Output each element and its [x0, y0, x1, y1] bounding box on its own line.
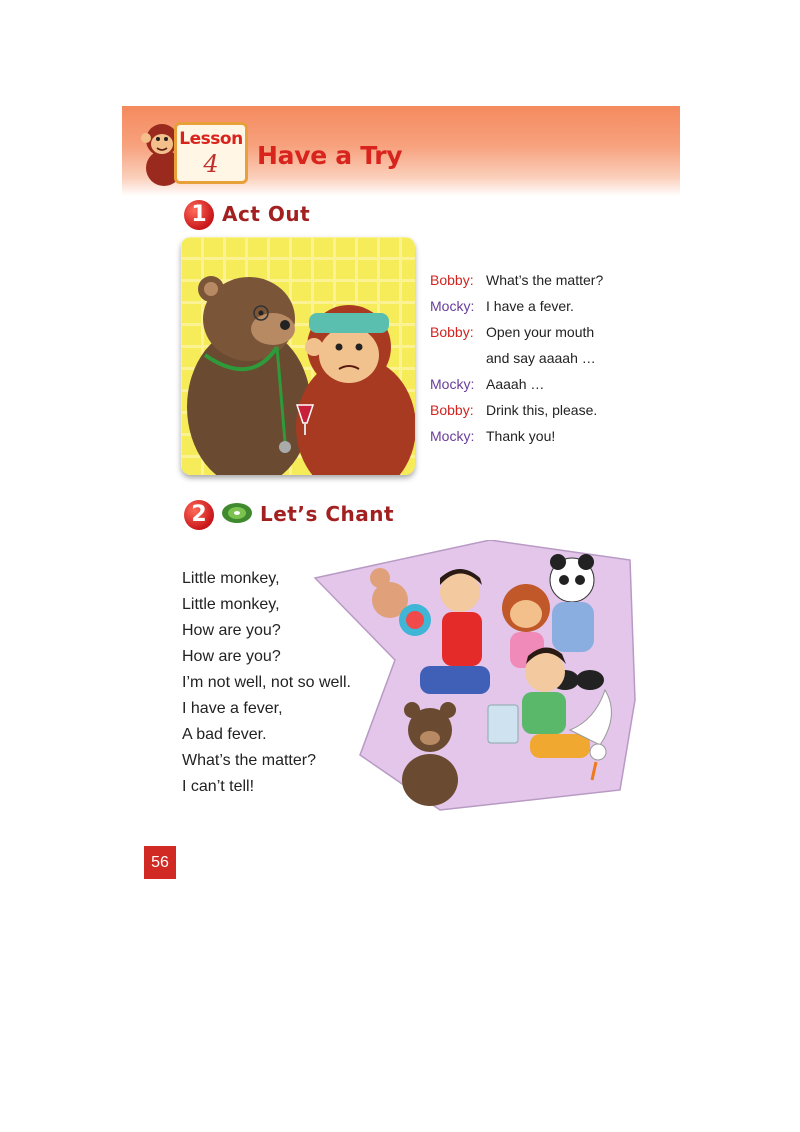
speaker-label: Bobby: — [430, 402, 474, 418]
speaker-label: Bobby: — [430, 324, 474, 340]
lesson-badge — [174, 122, 248, 184]
chant-line: How are you? — [182, 648, 281, 665]
dialogue-line — [430, 376, 544, 396]
section-title-lets-chant: Let’s Chant — [260, 502, 395, 526]
dialogue-line — [430, 298, 574, 318]
dialogue-line — [430, 324, 594, 344]
dialogue-text: Aaaah … — [486, 376, 545, 392]
chant-line: How are you? — [182, 622, 281, 639]
chant-line: Little monkey, — [182, 596, 280, 613]
section-title-act-out: Act Out — [222, 202, 311, 226]
chant-line: I have a fever, — [182, 700, 283, 717]
act-out-illustration — [181, 237, 415, 475]
lesson-word: Lesson — [179, 129, 243, 149]
page-number: 56 — [144, 846, 176, 879]
chant-line: I can’t tell! — [182, 778, 255, 795]
chant-illustration — [300, 540, 640, 830]
section-number-badge: 2 — [184, 500, 214, 530]
chant-line: Little monkey, — [182, 570, 280, 587]
dialogue-line — [430, 350, 596, 370]
dialogue-text: and say aaaah … — [486, 350, 596, 366]
chant-line: A bad fever. — [182, 726, 267, 743]
chant-line: What’s the matter? — [182, 752, 316, 769]
speaker-label: Mocky: — [430, 376, 475, 392]
dialogue-line — [430, 402, 597, 422]
dialogue-text: Drink this, please. — [486, 402, 598, 418]
speaker-label: Bobby: — [430, 272, 474, 288]
section-number-badge: 1 — [184, 200, 214, 230]
page-title: Have a Try — [257, 141, 403, 170]
cd-audio-icon — [220, 500, 254, 526]
dialogue-text: Thank you! — [486, 428, 556, 444]
speaker-label: Mocky: — [430, 298, 475, 314]
dialogue-line — [430, 428, 555, 448]
speaker-label: Mocky: — [430, 428, 475, 444]
dialogue-text: I have a fever. — [486, 298, 574, 314]
chant-line: I’m not well, not so well. — [182, 674, 351, 691]
dialogue-text: Open your mouth — [486, 324, 595, 340]
lesson-number: 4 — [203, 150, 219, 178]
dialogue-text: What’s the matter? — [486, 272, 604, 288]
dialogue-line — [430, 272, 603, 292]
